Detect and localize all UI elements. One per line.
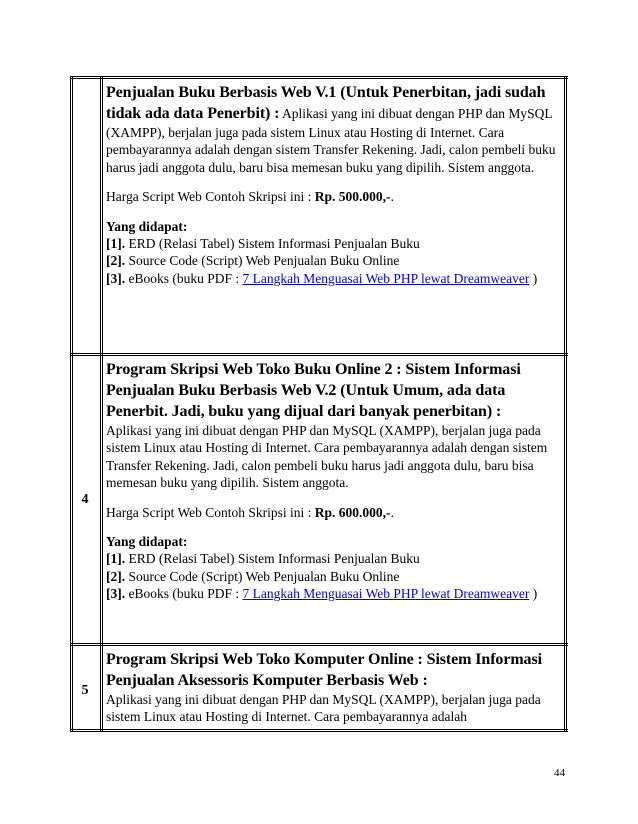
page-number: 44	[554, 767, 565, 779]
product-description: Aplikasi yang ini dibuat dengan PHP dan MySQL (XAMPP), berjalan juga pada sistem Linux atau Hosting di Internet. Cara pembayarannya adalah dengan sistem Transfer Rekening. Jadi, calon pembeli buku harus jadi anggota dulu, baru bisa memesan buku yang dipilih. Sistem anggota.	[106, 106, 556, 175]
yang-didapat-heading: Yang didapat:	[106, 218, 188, 234]
yang-didapat-heading: Yang didapat:	[106, 534, 188, 550]
row-content: Program Skripsi Web Toko Buku Online 2 : Sistem Informasi Penjualan Buku Berbasis Web V.2 (Untuk Umum, ada data Penerbit. Jadi, buku yang dijual dari banyak penerbitan) : Aplikasi yang ini dibuat dengan PHP dan MySQL (XAMPP), berjalan juga pada sistem Linux atau Hosting di Internet. Cara pembayarannya adalah dengan sistem Transfer Rekening. Jadi, calon pembeli buku harus jadi anggota dulu, baru bisa memesan buku yang dipilih. Sistem anggota. Harga Script Web Contoh Skripsi ini : Rp. 600.000,-. Yang didapat: [1]. ERD (Relasi Tabel) Sistem Informasi Penjualan Buku [2]. Source Code (Script) Web Penjualan Buku Online [3]. eBooks (buku PDF : 7 Langkah Menguasai Web PHP lewat Dreamweaver )	[106, 359, 562, 603]
list-item: [3]. eBooks (buku PDF : 7 Langkah Menguasai Web PHP lewat Dreamweaver )	[106, 586, 538, 602]
list-item: [2]. Source Code (Script) Web Penjualan Buku Online	[106, 568, 400, 584]
row-number: 5	[81, 683, 89, 698]
column-divider	[100, 76, 101, 732]
price-value: Rp. 600.000,-	[314, 504, 391, 520]
price-label: Harga Script Web Contoh Skripsi ini :	[106, 504, 312, 520]
product-description: Aplikasi yang ini dibuat dengan PHP dan MySQL (XAMPP), berjalan juga pada sistem Linux atau Hosting di Internet. Cara pembayarannya adalah	[106, 692, 541, 725]
table-border-right	[564, 76, 565, 732]
list-item: [2]. Source Code (Script) Web Penjualan Buku Online	[106, 253, 400, 269]
product-title: Penjualan Buku Berbasis Web V.1 (Untuk Penerbitan, jadi sudah tidak ada data Penerbit) :	[106, 84, 546, 122]
product-title: Program Skripsi Web Toko Komputer Online : Sistem Informasi Penjualan Aksessoris Komputer Berbasis Web :	[106, 651, 542, 689]
row-divider	[70, 643, 568, 644]
list-item: [1]. ERD (Relasi Tabel) Sistem Informasi Penjualan Buku	[106, 236, 420, 252]
product-title: Program Skripsi Web Toko Buku Online 2 : Sistem Informasi Penjualan Buku Berbasis Web V.2 (Untuk Umum, ada data Penerbit. Jadi, buku yang dijual dari banyak penerbitan) :	[106, 361, 521, 420]
table-border-top	[70, 76, 568, 77]
row-number: 4	[81, 492, 89, 507]
row-content	[106, 649, 562, 726]
product-description: Aplikasi yang ini dibuat dengan PHP dan MySQL (XAMPP), berjalan juga pada sistem Linux atau Hosting di Internet. Cara pembayarannya adalah dengan sistem Transfer Rekening. Jadi, calon pembeli buku harus jadi anggota dulu, baru bisa memesan buku yang dipilih. Sistem anggota.	[106, 423, 548, 491]
ebook-link[interactable]: 7 Langkah Menguasai Web PHP lewat Dreamweaver	[242, 586, 530, 602]
product-table	[70, 76, 568, 732]
row-divider	[70, 353, 568, 354]
price-value: Rp. 500.000,-	[314, 189, 391, 205]
list-item: [3]. eBooks (buku PDF : 7 Langkah Menguasai Web PHP lewat Dreamweaver )	[106, 270, 538, 286]
table-border-left	[70, 76, 71, 732]
price-label: Harga Script Web Contoh Skripsi ini :	[106, 189, 312, 205]
table-border-bottom	[70, 729, 568, 730]
list-item: [1]. ERD (Relasi Tabel) Sistem Informasi Penjualan Buku	[106, 551, 420, 567]
row-content: Penjualan Buku Berbasis Web V.1 (Untuk Penerbitan, jadi sudah tidak ada data Penerbit) : Aplikasi yang ini dibuat dengan PHP dan MySQL (XAMPP), berjalan juga pada sistem Linux atau Hosting di Internet. Cara pembayarannya adalah dengan sistem Transfer Rekening. Jadi, calon pembeli buku harus jadi anggota dulu, baru bisa memesan buku yang dipilih. Sistem anggota. Harga Script Web Contoh Skripsi ini : Rp. 500.000,-. Yang didapat: [1]. ERD (Relasi Tabel) Sistem Informasi Penjualan Buku [2]. Source Code (Script) Web Penjualan Buku Online [3]. eBooks (buku PDF : 7 Langkah Menguasai Web PHP lewat Dreamweaver )	[106, 82, 562, 287]
ebook-link[interactable]: 7 Langkah Menguasai Web PHP lewat Dreamweaver	[242, 270, 530, 286]
